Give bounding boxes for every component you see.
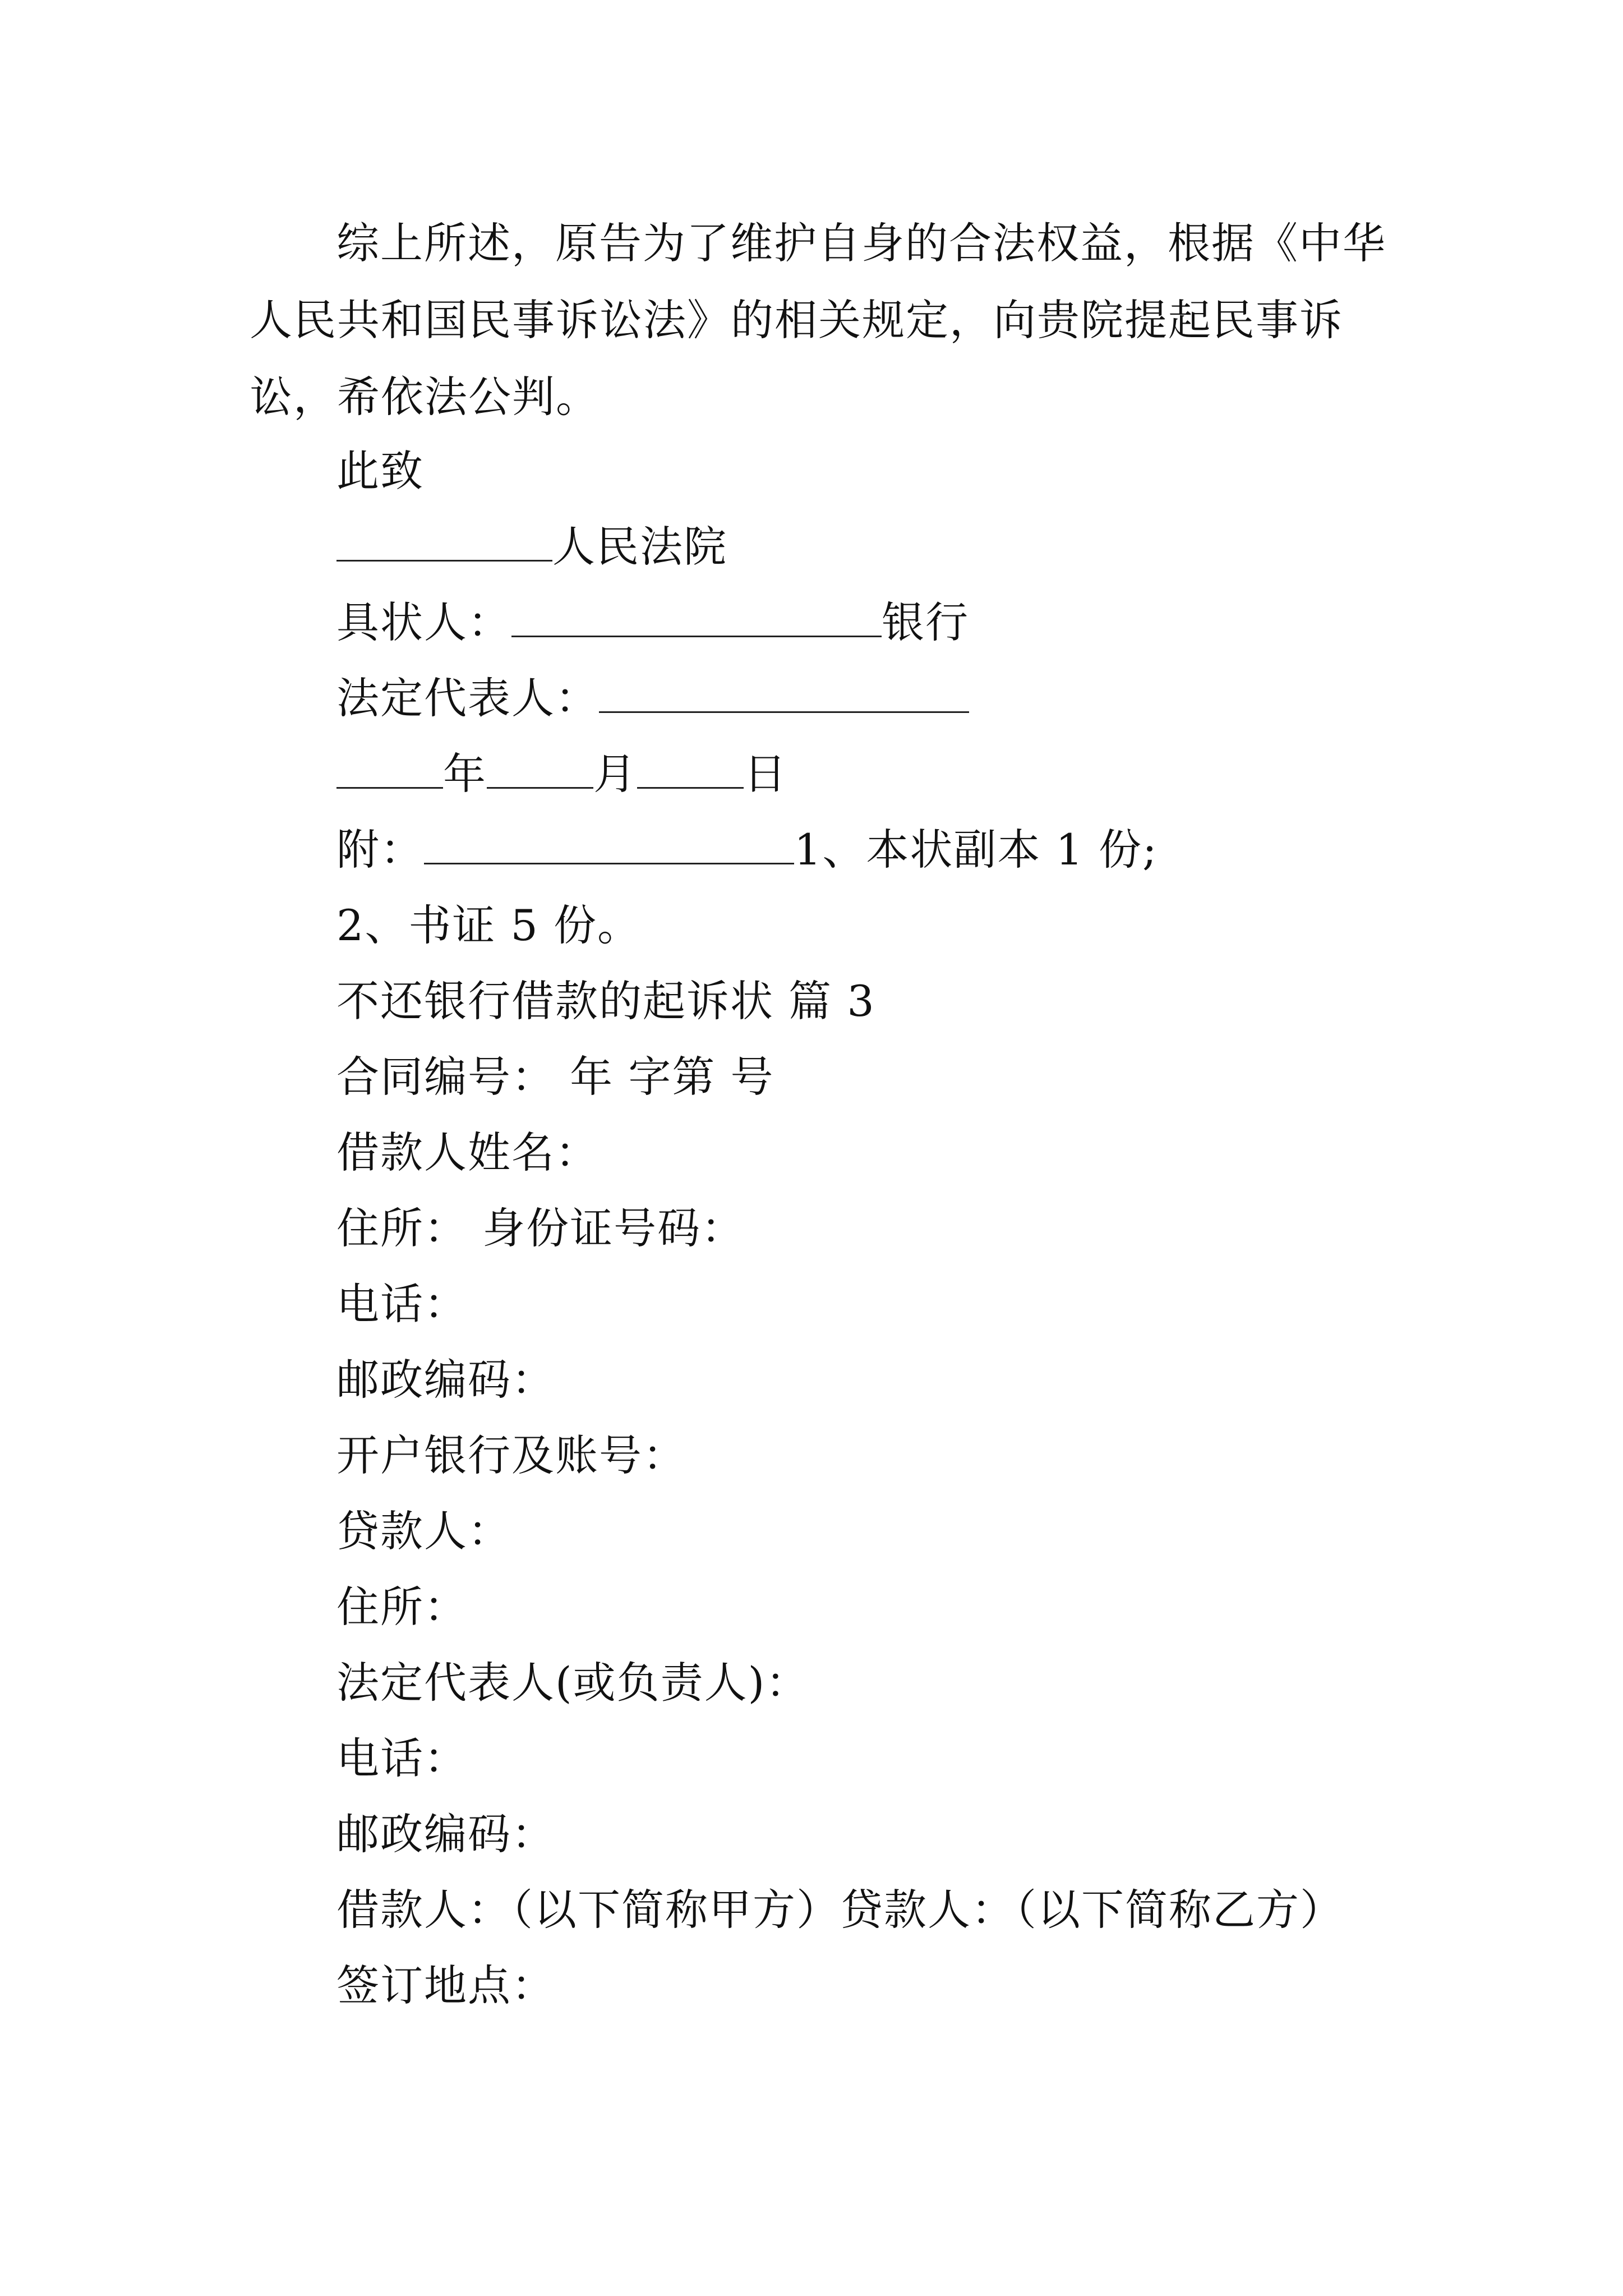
complainant-suffix: 银行	[882, 597, 969, 647]
date-year: 年	[443, 749, 487, 799]
address-2: 住所：	[336, 1582, 468, 1632]
complainant-label: 具状人：	[336, 597, 511, 647]
year-blank	[336, 750, 443, 789]
phone-2: 电话：	[336, 1733, 468, 1783]
date-line	[336, 746, 787, 802]
date-month: 月	[593, 749, 637, 799]
attachment-line	[336, 822, 1158, 878]
postcode-1: 邮政编码：	[336, 1355, 555, 1405]
attachment-blank	[424, 826, 794, 864]
lender: 贷款人：	[336, 1506, 511, 1556]
postcode-2: 邮政编码：	[336, 1809, 555, 1859]
court-suffix: 人民法院	[552, 522, 727, 572]
court-name-blank	[336, 523, 552, 562]
phone-1: 电话：	[336, 1279, 468, 1329]
signing-place: 签订地点：	[336, 1961, 555, 2010]
complainant-blank	[511, 599, 882, 637]
legal-rep-label: 法定代表人：	[336, 673, 599, 723]
day-blank	[637, 750, 744, 789]
parties-line: 借款人：（以下简称甲方）贷款人：（以下简称乙方）	[336, 1885, 1344, 1935]
legal-rep-blank	[599, 674, 969, 713]
contract-number: 合同编号： 年 字第 号	[336, 1052, 774, 1102]
attachment-item-2: 2、书证 5 份。	[336, 900, 642, 950]
address-id-line: 住所： 身份证号码：	[336, 1203, 745, 1253]
month-blank	[487, 750, 593, 789]
borrower-name: 借款人姓名：	[336, 1128, 599, 1177]
bank-account: 开户银行及账号：	[336, 1430, 686, 1480]
closing-paragraph: 综上所述，原告为了维护自身的合法权益，根据《中华人民共和国民事诉讼法》的相关规定，向贵院提起民事诉讼，希依法公判。	[250, 218, 1386, 422]
complainant-line	[336, 595, 969, 651]
attachment-label: 附：	[336, 825, 424, 875]
date-day: 日	[744, 749, 787, 799]
attachment-item-1: 1、本状副本 1 份;	[794, 825, 1158, 875]
section-title: 不还银行借款的起诉状 篇 3	[336, 976, 875, 1026]
court-line	[336, 519, 727, 575]
legal-rep-line	[336, 670, 969, 726]
salutation: 此致	[336, 446, 424, 496]
legal-rep-2: 法定代表人(或负责人)：	[336, 1658, 810, 1708]
